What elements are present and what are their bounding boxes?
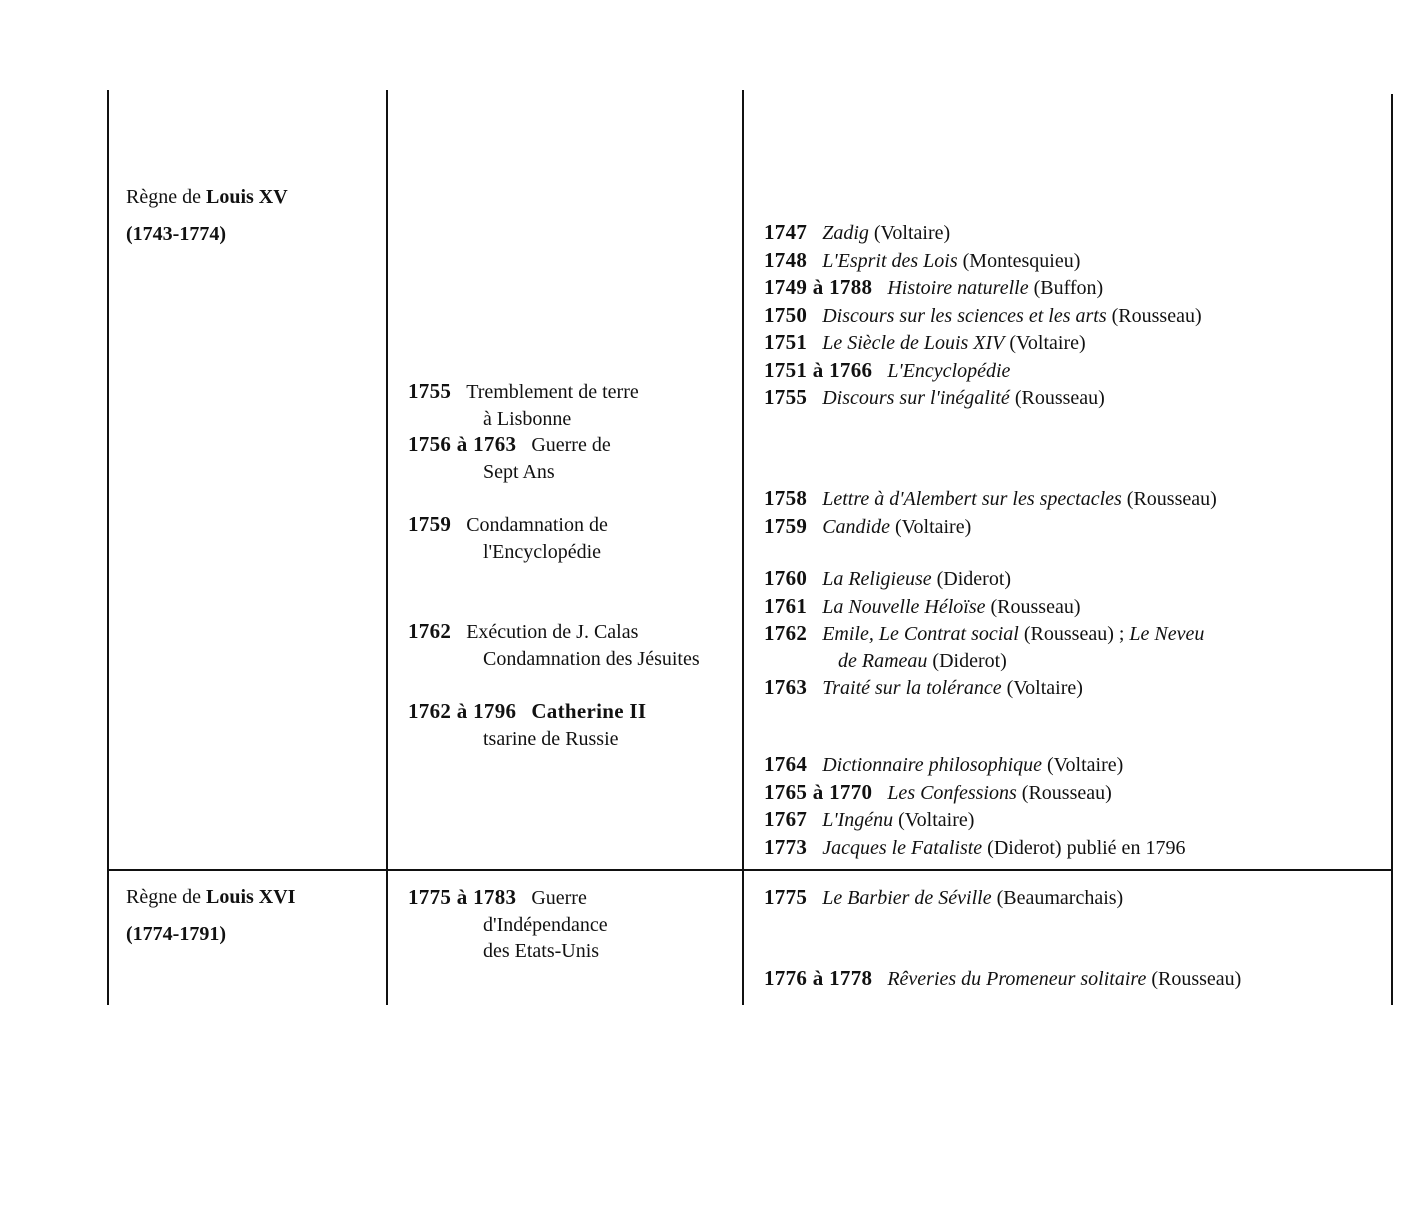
event-text: Sept Ans: [483, 460, 555, 483]
event-1775-1783: [408, 884, 608, 965]
column-rule-left: [107, 90, 109, 1005]
work-row: 1751 Le Siècle de Louis XIV (Voltaire): [764, 330, 1086, 354]
works-group-1764-1773: [764, 751, 1185, 861]
work-1775: [764, 884, 1123, 912]
event-text: à Lisbonne: [483, 407, 572, 430]
event-1762-1796: [408, 698, 646, 752]
event-text: Guerre: [531, 887, 587, 909]
event-date: 1762: [408, 619, 452, 643]
event-text: tsarine de Russie: [483, 727, 619, 750]
event-head: Catherine II: [531, 699, 647, 723]
reign-prefix: Règne de: [126, 886, 206, 908]
works-group-1760-1763: [764, 565, 1204, 702]
event-text: Condamnation de: [466, 514, 608, 536]
event-date: 1756 à 1763: [408, 432, 517, 456]
event-date: 1775 à 1783: [408, 885, 517, 909]
column-rule-middle: [386, 90, 388, 1005]
work-row: 1762 Emile, Le Contrat social (Rousseau) ; Le Neveu: [764, 621, 1205, 645]
work-row: 1773 Jacques le Fataliste (Diderot) publié en 1796: [764, 834, 1186, 859]
reign-prefix: Règne de: [126, 186, 206, 208]
work-row: 1751 à 1766 L'Encyclopédie: [764, 357, 1011, 382]
work-row: 1758 Lettre à d'Alembert sur les spectacles (Rousseau): [764, 486, 1217, 510]
work-row: 1761 La Nouvelle Héloïse (Rousseau): [764, 593, 1081, 618]
row-separator: [107, 869, 1393, 871]
work-row: 1748 L'Esprit des Lois (Montesquieu): [764, 247, 1081, 272]
column-rule-right: [742, 90, 744, 1005]
work-row: 1765 à 1770 Les Confessions (Rousseau): [764, 779, 1112, 804]
event-text: Exécution de J. Calas: [466, 621, 639, 643]
work-row: 1759 Candide (Voltaire): [764, 513, 972, 538]
works-group-1758-1759: [764, 485, 1217, 540]
reign-years: (1743-1774): [126, 223, 226, 245]
reign-name: Louis XV: [205, 186, 288, 208]
event-text: Condamnation des Jésuites: [483, 647, 700, 670]
work-row: 1776 à 1778 Rêveries du Promeneur solitaire (Rousseau): [764, 966, 1242, 990]
work-row: 1764 Dictionnaire philosophique (Voltaire): [764, 752, 1124, 776]
work-row-continued: de Rameau (Diderot): [838, 649, 1007, 672]
work-row: 1747 Zadig (Voltaire): [764, 220, 951, 244]
event-1762: [408, 618, 700, 672]
work-row: 1775 Le Barbier de Séville (Beaumarchais): [764, 885, 1124, 909]
reign-louis-xvi: [126, 879, 295, 953]
work-row: 1767 L'Ingénu (Voltaire): [764, 807, 975, 831]
event-date: 1759: [408, 512, 452, 536]
work-1776-1778: [764, 965, 1241, 993]
event-text: des Etats-Unis: [483, 940, 600, 962]
event-text: Guerre de: [531, 434, 611, 456]
works-group-1747-1755: [764, 219, 1202, 412]
work-row: 1749 à 1788 Histoire naturelle (Buffon): [764, 275, 1104, 299]
event-text: d'Indépendance: [483, 913, 608, 936]
event-text: l'Encyclopédie: [483, 540, 601, 563]
reign-louis-xv: [126, 179, 288, 253]
reign-years: (1774-1791): [126, 923, 226, 945]
work-row: 1750 Discours sur les sciences et les arts (Rousseau): [764, 302, 1202, 327]
event-date: 1762 à 1796: [408, 699, 517, 723]
work-row: 1763 Traité sur la tolérance (Voltaire): [764, 675, 1083, 699]
event-1756-1763: [408, 431, 611, 485]
event-text: Tremblement de terre: [466, 381, 639, 403]
event-1759: [408, 511, 608, 565]
event-date: 1755: [408, 379, 452, 403]
work-row: 1755 Discours sur l'inégalité (Rousseau): [764, 385, 1105, 409]
work-row: 1760 La Religieuse (Diderot): [764, 566, 1012, 590]
event-1755: [408, 378, 639, 432]
reign-name: Louis XVI: [205, 886, 296, 908]
